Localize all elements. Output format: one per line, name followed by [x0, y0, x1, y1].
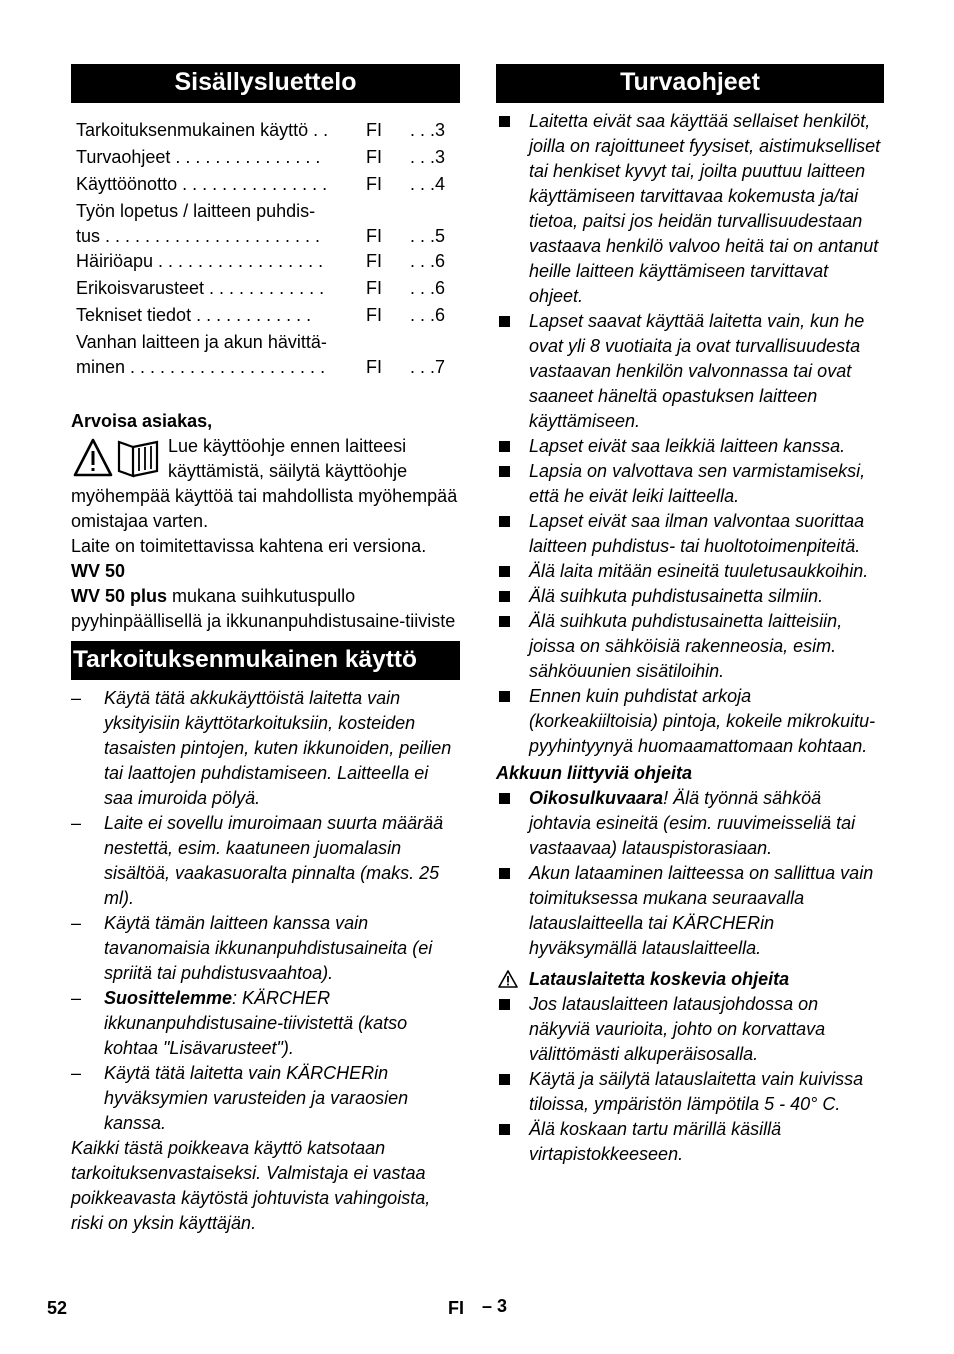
square-bullet-icon	[499, 999, 510, 1010]
toc-entry-label-line1: Työn lopetus / laitteen puhdis-	[76, 201, 316, 221]
list-item-text: Käytä tätä akkukäyttöistä laitetta vain yksityisiin käyttötarkoituksiin, kosteiden tasaisten pintojen, kuten ikkunoiden, peilien tai laattojen puhdistamiseen. Laitteella ei saa imuroida pölyä.	[104, 688, 452, 808]
model-wv50-plus	[71, 584, 460, 634]
safety-list	[496, 109, 884, 759]
list-item-bold: Oikosulkuvaara	[529, 788, 664, 808]
list-item	[496, 992, 884, 1067]
right-column	[496, 64, 884, 1167]
safety-title: Turvaohjeet	[496, 64, 884, 103]
list-item-text: Laite ei sovellu imuroimaan suurta määrää nestettä, esim. kaatuneen juomalasin sisältöä, vaakasuoralta pinnalta (maks. 25 ml).	[104, 813, 444, 908]
toc-entry[interactable]	[76, 277, 460, 304]
list-item	[71, 911, 460, 986]
toc-entry-lang: FI	[366, 120, 382, 140]
list-item-text: Käytä tätä laitetta vain KÄRCHERin hyväksymien varusteiden ja varaosien kanssa.	[104, 1063, 409, 1133]
square-bullet-icon	[499, 516, 510, 527]
toc-entry-page: . . .4	[410, 174, 446, 194]
toc-entry-page: . . .6	[410, 305, 446, 325]
list-item	[71, 986, 460, 1061]
square-bullet-icon	[499, 591, 510, 602]
toc-entry-page: . . .5	[410, 226, 446, 246]
page-number: 52	[47, 1298, 68, 1318]
toc-entry-lang: FI	[366, 305, 382, 325]
list-item-text: Akun lataaminen laitteessa on sallittua vain toimituksessa mukana seuraavalla latauslaitteella tai KÄRCHERin hyväksymällä latauslaitteella.	[529, 863, 874, 958]
list-item-text: Älä suihkuta puhdistusainetta laitteisiin, joissa on sähköisiä rakenneosia, esim. sähköuunien sisätiloihin.	[529, 611, 843, 681]
square-bullet-icon	[499, 566, 510, 577]
list-item	[496, 684, 884, 759]
toc-entry-label: tus . . . . . . . . . . . . . . . . . . . . . .	[76, 226, 321, 246]
model-wv50-plus-name: WV 50 plus	[71, 586, 168, 606]
list-item-text: Käytä tämän laitteen kanssa vain tavanomaisia ikkunanpuhdistusaineita (ei spriitä tai puhdistusvaahtoa).	[104, 913, 433, 983]
toc-entry-lang: FI	[366, 278, 382, 298]
intended-use-list	[71, 686, 460, 1136]
battery-heading: Akkuun liittyviä ohjeita	[496, 763, 693, 783]
left-column	[71, 64, 460, 1236]
model-wv50: WV 50	[71, 561, 126, 581]
square-bullet-icon	[499, 793, 510, 804]
warning-icon	[498, 970, 518, 988]
footer-lang: FI	[448, 1298, 464, 1318]
toc-entry-lang: FI	[366, 357, 382, 377]
charger-heading-text: Latauslaitetta koskevia ohjeita	[529, 969, 790, 989]
list-item	[71, 686, 460, 811]
toc-entry-label: Käyttöönotto . . . . . . . . . . . . . . .	[76, 174, 328, 194]
model-wv50-plus-desc: mukana suihkutuspullo pyyhinpäällisellä ja ikkunanpuhdistusaine-tiiviste	[71, 586, 456, 631]
list-item-text: Jos latauslaitteen latausjohdossa on näkyviä vaurioita, johto on korvattava välittömästi alkuperäisosalla.	[529, 994, 826, 1064]
manual-warning	[71, 434, 460, 484]
toc-entry[interactable]	[76, 146, 460, 173]
square-bullet-icon	[499, 441, 510, 452]
intended-use-title: Tarkoituksenmukainen käyttö	[71, 641, 460, 680]
list-item	[71, 1061, 460, 1136]
toc-entry-label: Tarkoituksenmukainen käyttö . .	[76, 120, 329, 140]
greeting: Arvoisa asiakas,	[71, 411, 213, 431]
list-item-text: Käytä ja säilytä latauslaitetta vain kuivissa tiloissa, ympäristön lämpötila 5 - 40° C.	[529, 1069, 864, 1114]
list-item-text: ! Älä työnnä sähköä johtavia esineitä (esim. ruuvimeisseliä tai vastaavaa) latauspistorasiaan.	[529, 788, 856, 858]
battery-list	[496, 786, 884, 961]
toc-entry-lang: FI	[366, 226, 382, 246]
toc-entry-label-line1: Vanhan laitteen ja akun hävittä-	[76, 332, 327, 352]
manual-warning-continued: myöhempää käyttöä tai mahdollista myöhempää omistajaa varten.	[71, 486, 458, 531]
charger-heading	[496, 967, 884, 992]
list-item	[496, 109, 884, 309]
list-item-text: Älä laita mitään esineitä tuuletusaukkoihin.	[529, 561, 869, 581]
intended-use-note: Kaikki tästä poikkeava käyttö katsotaan tarkoituksenvastaiseksi. Valmistaja ei vastaa poikkeavasta käytöstä johtuvista vahingoista, riski on yksin käyttäjän.	[71, 1138, 431, 1233]
versions-text: Laite on toimitettavissa kahtena eri versiona.	[71, 536, 427, 556]
dash-bullet: –	[71, 1063, 82, 1083]
dash-bullet: –	[71, 913, 82, 933]
list-item	[496, 584, 884, 609]
toc-entry-label: Tekniset tiedot . . . . . . . . . . . .	[76, 305, 312, 325]
toc-entry-lang: FI	[366, 174, 382, 194]
toc-entry-label: Erikoisvarusteet . . . . . . . . . . . .	[76, 278, 325, 298]
toc-entry-page: . . .7	[410, 357, 446, 377]
toc-entry[interactable]	[76, 173, 460, 200]
list-item	[496, 309, 884, 434]
list-item	[71, 811, 460, 911]
list-item-text: : KÄRCHER ikkunanpuhdistusaine-tiivistettä (katso kohtaa "Lisävarusteet").	[104, 988, 408, 1058]
toc-entry[interactable]	[76, 331, 460, 381]
toc-title: Sisällysluettelo	[71, 64, 460, 103]
square-bullet-icon	[499, 116, 510, 127]
list-item-text: Älä koskaan tartu märillä käsillä virtapistokkeeseen.	[529, 1119, 782, 1164]
square-bullet-icon	[499, 616, 510, 627]
toc-entry[interactable]	[76, 200, 460, 250]
list-item	[496, 786, 884, 861]
list-item	[496, 459, 884, 509]
toc-entry-page: . . .6	[410, 251, 446, 271]
toc-entry[interactable]	[76, 119, 460, 146]
footer-sub-page: – 3	[482, 1296, 508, 1316]
toc-entry-label: Häiriöapu . . . . . . . . . . . . . . . . .	[76, 251, 324, 271]
toc-entry-page: . . .3	[410, 120, 446, 140]
toc-entry[interactable]	[76, 250, 460, 277]
list-item-text: Lapset saavat käyttää laitetta vain, kun he ovat yli 8 vuotiaita ja ovat turvallisuudesta vastaavan henkilön valvonnassa tai ovat saaneet häneltä opastuksen laitteen käyttämiseen.	[529, 311, 865, 431]
toc-entry[interactable]	[76, 304, 460, 331]
list-item-text: Lapsia on valvottava sen varmistamiseksi, että he eivät leiki laitteella.	[529, 461, 866, 506]
toc-entry-lang: FI	[366, 251, 382, 271]
list-item-text: Lapset eivät saa ilman valvontaa suorittaa laitteen puhdistus- tai huoltotoimenpiteitä.	[529, 511, 865, 556]
toc-entry-label: Turvaohjeet . . . . . . . . . . . . . . .	[76, 147, 321, 167]
table-of-contents	[71, 119, 460, 381]
square-bullet-icon	[499, 1074, 510, 1085]
dash-bullet: –	[71, 688, 82, 708]
square-bullet-icon	[499, 691, 510, 702]
manual-warning-text: Lue käyttöohje ennen laitteesi käyttämistä, säilytä käyttöohje	[168, 436, 408, 481]
list-item	[496, 434, 884, 459]
list-item	[496, 1117, 884, 1167]
toc-entry-page: . . .6	[410, 278, 446, 298]
list-item	[496, 609, 884, 684]
square-bullet-icon	[499, 316, 510, 327]
toc-entry-lang: FI	[366, 147, 382, 167]
list-item-text: Ennen kuin puhdistat arkoja (korkeakiiltoisia) pintoja, kokeile mikrokuitu-pyyhintyynyä huomaamattomaan kohtaan.	[529, 686, 876, 756]
dash-bullet: –	[71, 988, 82, 1008]
list-item	[496, 509, 884, 559]
list-item	[496, 559, 884, 584]
list-item	[496, 861, 884, 961]
list-item	[496, 1067, 884, 1117]
toc-entry-page: . . .3	[410, 147, 446, 167]
list-item-bold: Suosittelemme	[104, 988, 233, 1008]
square-bullet-icon	[499, 868, 510, 879]
toc-entry-label: minen . . . . . . . . . . . . . . . . . . . .	[76, 357, 326, 377]
warning-manual-icon	[73, 438, 161, 478]
charger-list	[496, 992, 884, 1167]
square-bullet-icon	[499, 1124, 510, 1135]
list-item-text: Lapset eivät saa leikkiä laitteen kanssa.	[529, 436, 846, 456]
square-bullet-icon	[499, 466, 510, 477]
list-item-text: Laitetta eivät saa käyttää sellaiset henkilöt, joilla on rajoittuneet fyysiset, aistimukselliset tai henkiset kyvyt tai, joilta puuttuu laitteen käyttämiseen tarvittavaa kokemusta ja/tai tietoa, paitsi jos heidän turvallisuudestaan vastaava henkilö valvoo heitä tai on antanut heille laitteen käyttämiseen tarvittavat ohjeet.	[529, 111, 881, 306]
list-item-text: Älä suihkuta puhdistusainetta silmiin.	[529, 586, 824, 606]
dash-bullet: –	[71, 813, 82, 833]
